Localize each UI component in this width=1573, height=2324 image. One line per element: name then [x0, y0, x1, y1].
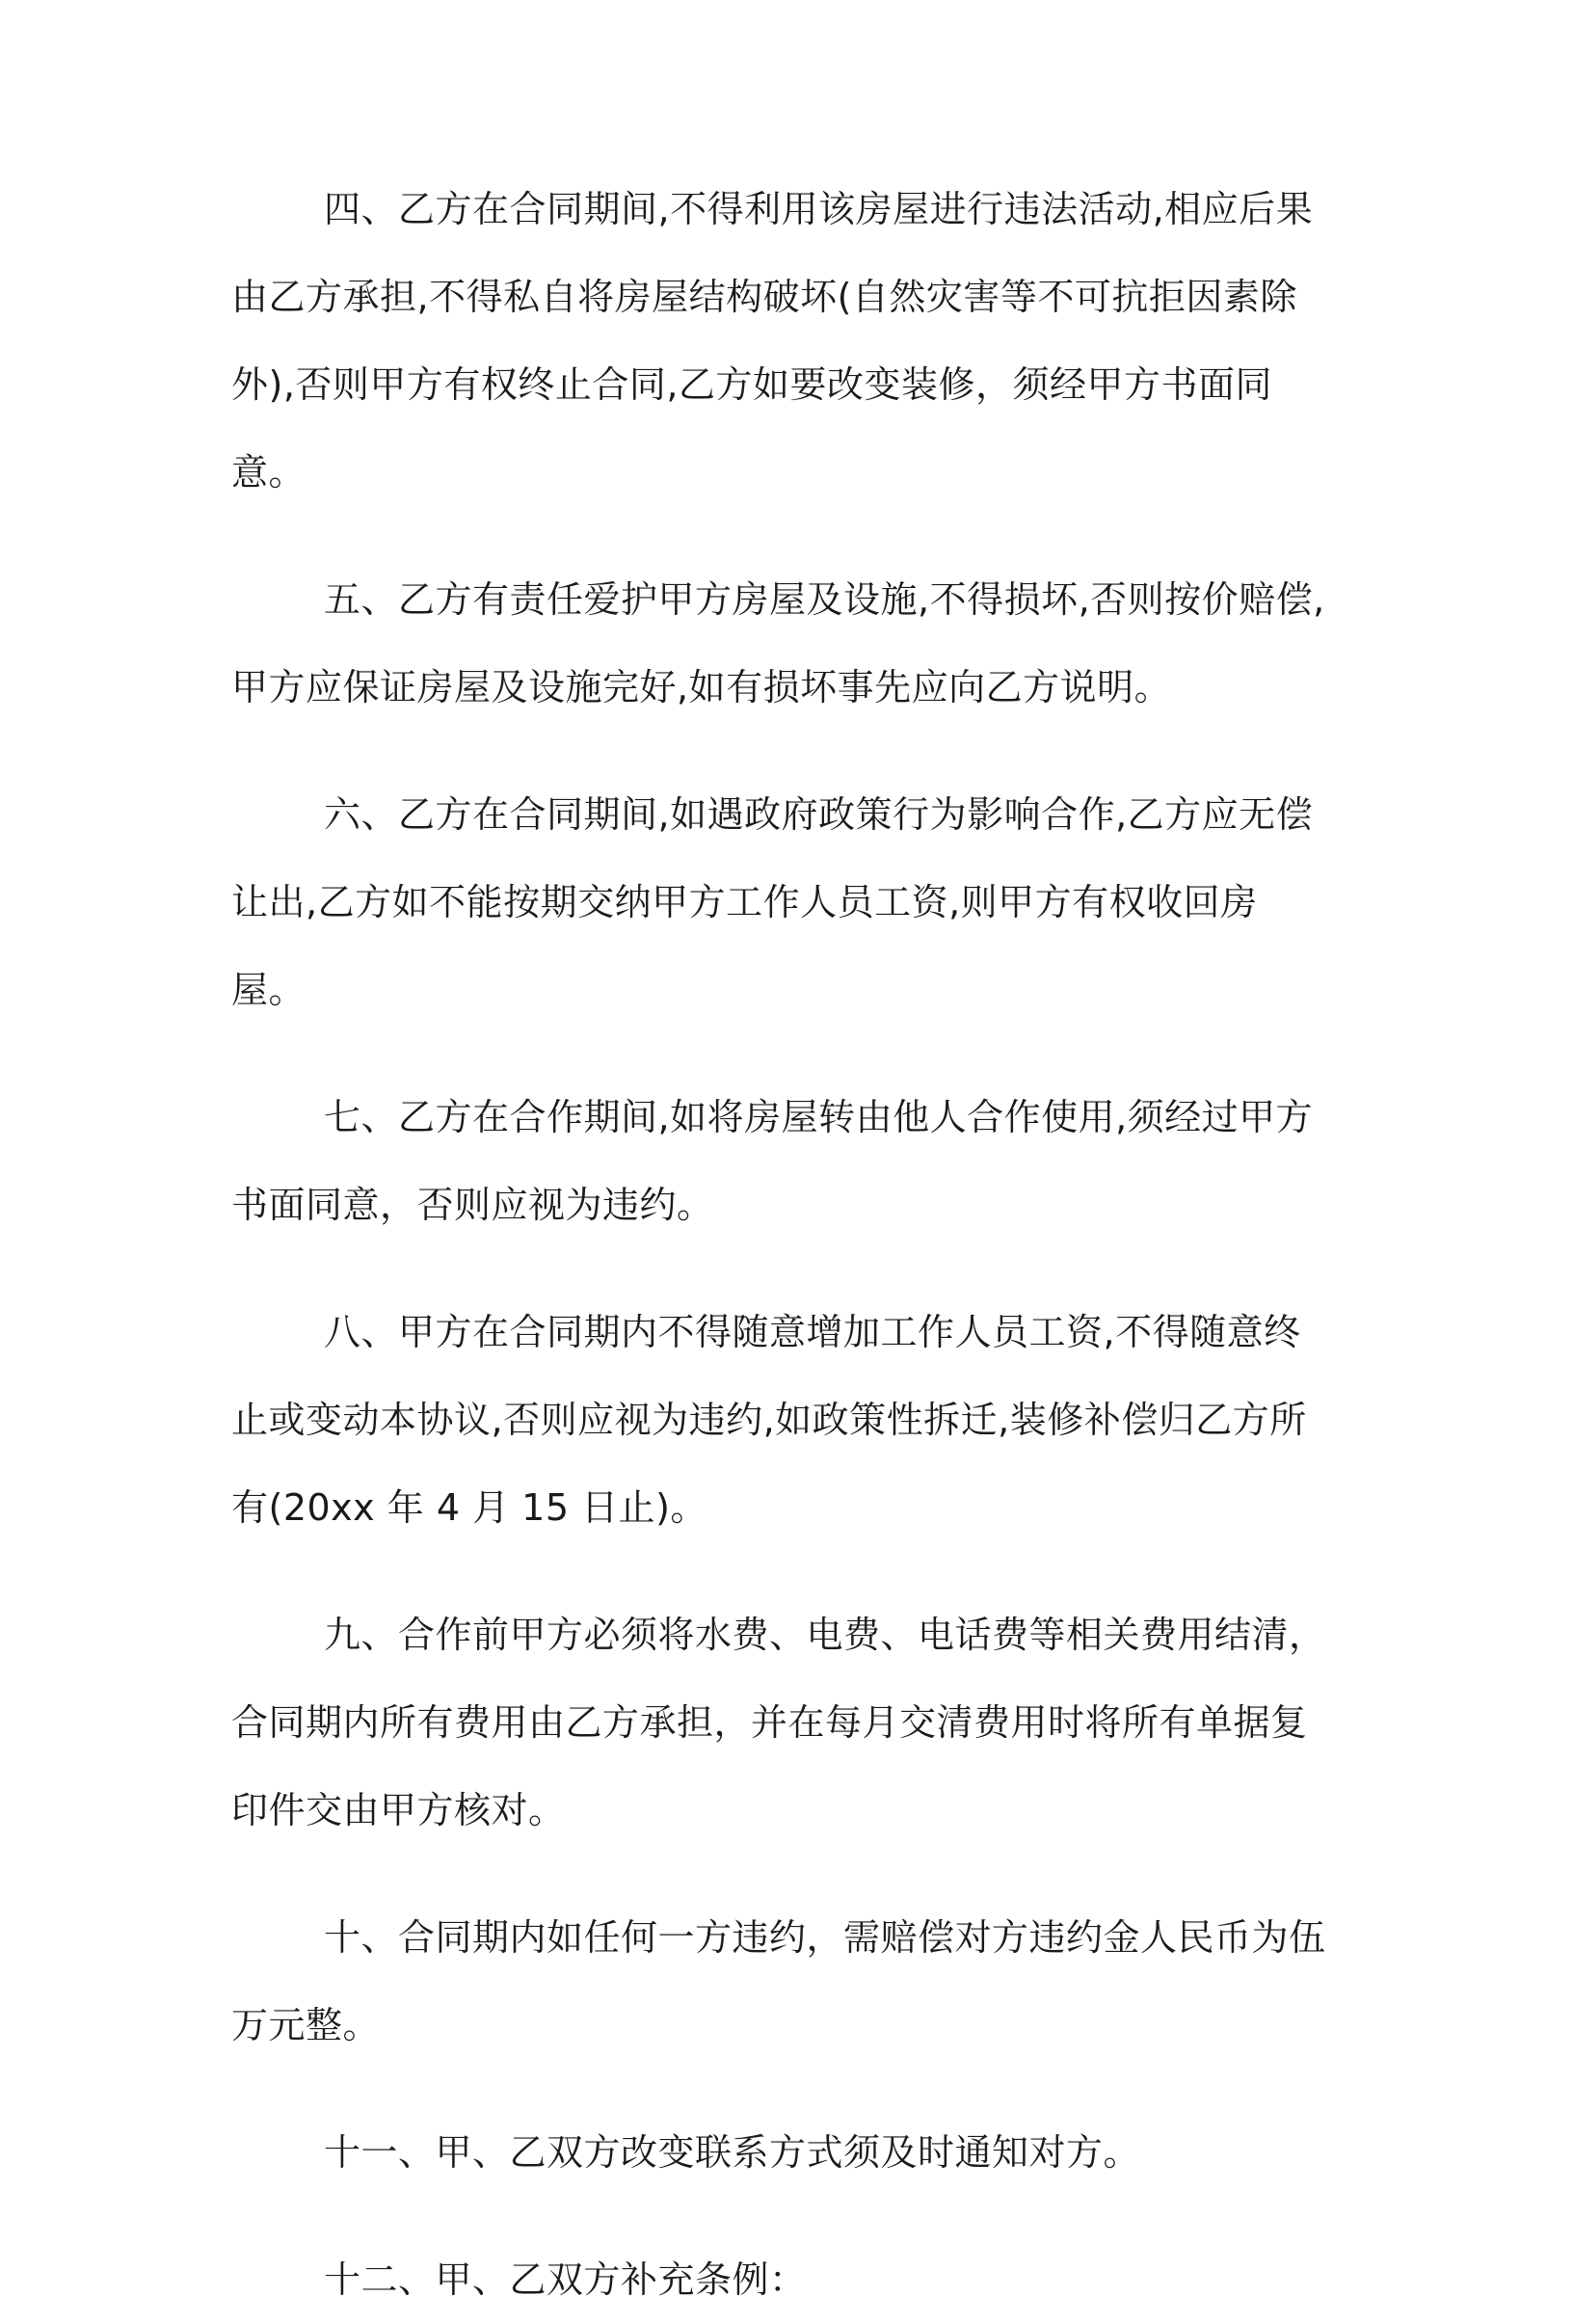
clause-8: 八、甲方在合同期内不得随意增加工作人员工资,不得随意终止或变动本协议,否则应视为违约,如政策性拆迁,装修补偿归乙方所有(20xx 年 4 月 15 日止)。: [231, 1311, 1307, 1529]
clause-7: 七、乙方在合作期间,如将房屋转由他人合作使用,须经过甲方书面同意，否则应视为违约。: [231, 1096, 1314, 1226]
document-body: [231, 166, 1330, 2324]
clause-12: 十二、甲、乙双方补充条例：: [324, 2258, 807, 2301]
clause-5: 五、乙方有责任爱护甲方房屋及设施,不得损坏,否则按价赔偿,甲方应保证房屋及设施完好,如有损坏事先应向乙方说明。: [231, 578, 1325, 708]
clause-9: 九、合作前甲方必须将水费、电费、电话费等相关费用结清，合同期内所有费用由乙方承担，并在每月交清费用时将所有单据复印件交由甲方核对。: [231, 1614, 1326, 1831]
clause-10: 十、合同期内如任何一方违约，需赔偿对方违约金人民币为伍万元整。: [231, 1916, 1326, 2046]
clause-6: 六、乙方在合同期间,如遇政府政策行为影响合作,乙方应无偿让出,乙方如不能按期交纳甲方工作人员工资,则甲方有权收回房屋。: [231, 793, 1314, 1011]
clause-4: 四、乙方在合同期间,不得利用该房屋进行违法活动,相应后果由乙方承担,不得私自将房屋结构破坏(自然灾害等不可抗拒因素除外),否则甲方有权终止合同,乙方如要改变装修，须经甲方书面同意。: [231, 188, 1314, 494]
clause-11: 十一、甲、乙双方改变联系方式须及时通知对方。: [324, 2131, 1141, 2174]
